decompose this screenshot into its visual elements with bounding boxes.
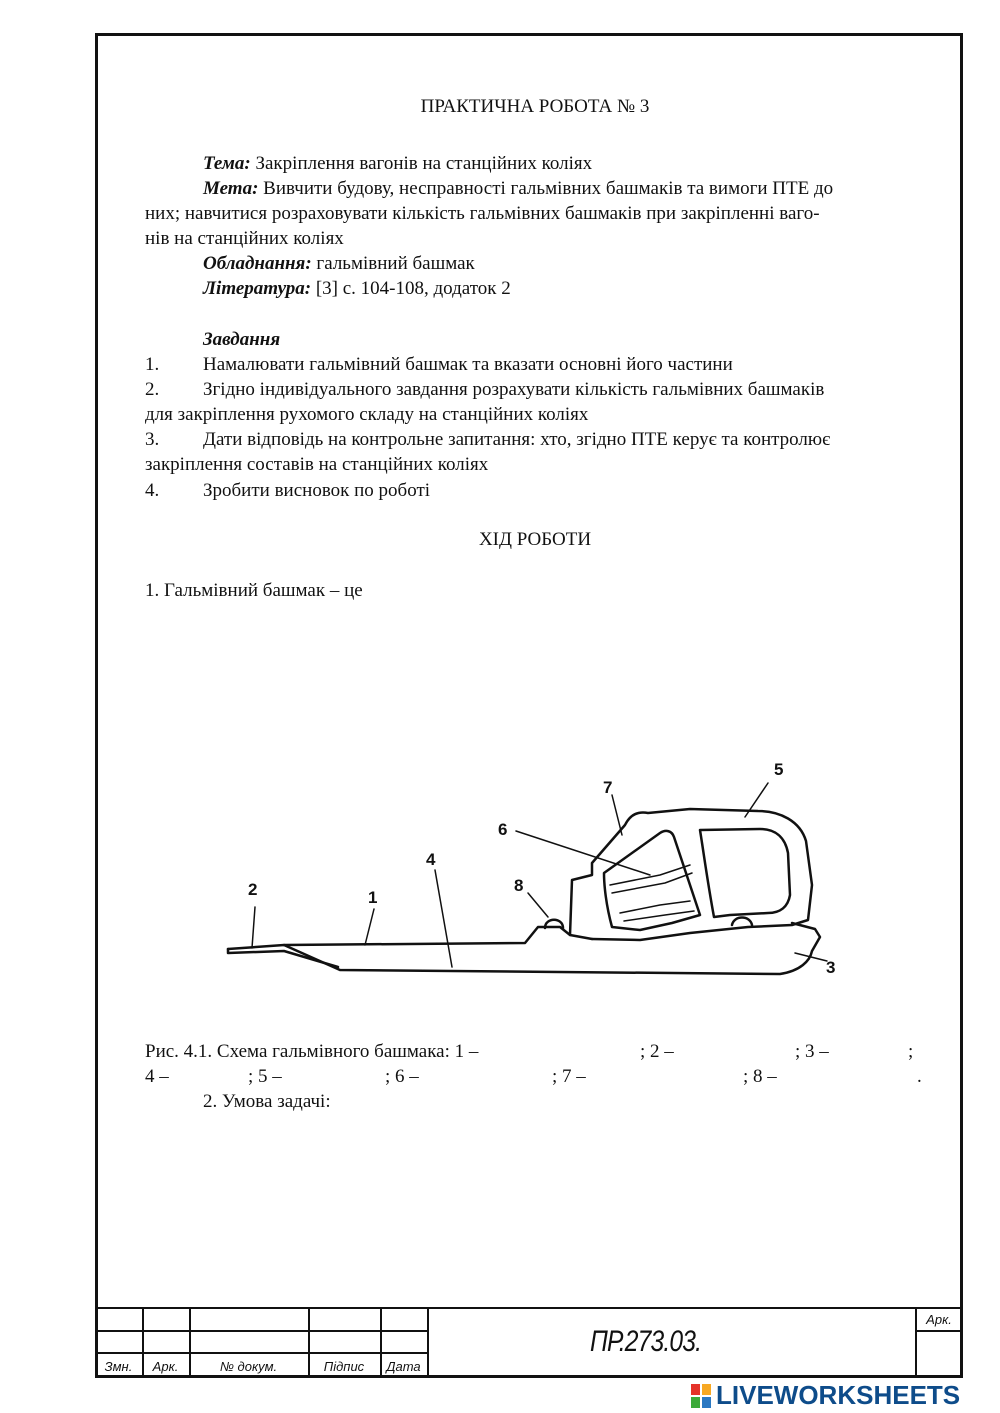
caption-end-2: . xyxy=(917,1066,922,1087)
stamp-col-date: Дата xyxy=(386,1359,421,1374)
goal-text-1: Вивчити будову, несправності гальмівних башмаків та вимоги ПТЕ до xyxy=(263,178,834,199)
stamp-col-sign: Підпис xyxy=(323,1359,365,1374)
shoe-top-edge xyxy=(284,927,592,945)
caption-gap-7: ; 7 – xyxy=(552,1066,586,1087)
goal-line-1 xyxy=(203,177,833,201)
tasks-heading: Завдання xyxy=(203,329,281,350)
goal-text-3: нів на станційних коліях xyxy=(145,228,344,249)
caption-gap-3: ; 3 – xyxy=(795,1041,829,1062)
figure-label-5: 5 xyxy=(774,760,784,779)
task-item xyxy=(145,353,733,377)
leader-4 xyxy=(435,870,452,967)
task-item xyxy=(145,378,824,402)
stamp-sheet-label: Арк. xyxy=(926,1312,952,1327)
literature-label: Література: xyxy=(203,278,312,299)
task2-label: 2. Умова задачі: xyxy=(203,1091,331,1112)
equipment-text: гальмівний башмак xyxy=(316,253,475,274)
progress-heading: ХІД РОБОТИ xyxy=(478,529,592,550)
caption-gap-4: 4 – xyxy=(145,1066,169,1087)
leader-1 xyxy=(365,909,374,945)
rivet xyxy=(732,918,752,926)
liveworksheets-watermark xyxy=(690,1380,960,1411)
liveworksheets-logo-icon xyxy=(690,1383,712,1409)
task-text: Згідно індивідуального завдання розрахувати кількість гальмівних башмаків xyxy=(203,379,825,400)
task-text: Намалювати гальмівний башмак та вказати основні його частини xyxy=(203,354,733,375)
title-block xyxy=(95,1308,963,1378)
watermark-text: LIVEWORKSHEETS xyxy=(716,1380,961,1410)
equipment-label: Обладнання: xyxy=(203,253,312,274)
task-item xyxy=(145,479,430,503)
task-num: 1. xyxy=(145,354,160,375)
caption-end-1: ; xyxy=(908,1041,914,1062)
literature-text: [3] с. 104-108, додаток 2 xyxy=(315,278,511,299)
topic-text: Закріплення вагонів на станційних коліях xyxy=(255,153,593,174)
figure-label-2: 2 xyxy=(248,880,258,899)
leader-2 xyxy=(252,907,255,948)
stamp-col-zmn: Змн. xyxy=(104,1359,133,1374)
equipment-line xyxy=(203,252,475,276)
shoe-sole xyxy=(228,923,820,974)
topic-line xyxy=(203,152,592,176)
figure-caption-start: Рис. 4.1. Схема гальмівного башмака: 1 – xyxy=(145,1041,479,1062)
document-code: ПР.273.03. xyxy=(590,1325,702,1358)
caption-gap-6: ; 6 – xyxy=(385,1066,419,1087)
task-text: Дати відповідь на контрольне запитання: хто, згідно ПТЕ керує та контролює xyxy=(203,429,831,450)
shoe-body xyxy=(570,809,812,940)
shoe-handle-inner xyxy=(700,829,790,917)
task-text: Зробити висновок по роботі xyxy=(203,480,431,501)
shoe-tongue xyxy=(228,949,338,967)
figure-label-4: 4 xyxy=(426,850,436,869)
figure-label-1: 1 xyxy=(368,888,378,907)
page-title: ПРАКТИЧНА РОБОТА № 3 xyxy=(420,96,650,117)
figure-label-6: 6 xyxy=(498,820,508,839)
goal-text-2: них; навчитися розраховувати кількість гальмівних башмаків при закріпленні ваго- xyxy=(145,203,820,224)
goal-label: Мета: xyxy=(203,178,259,199)
figure-label-8: 8 xyxy=(514,876,524,895)
task-text-cont: для закріплення рухомого складу на станційних коліях xyxy=(145,404,589,425)
task-text-cont: закріплення составів на станційних коліях xyxy=(145,454,489,475)
stamp-col-doc: № докум. xyxy=(219,1359,278,1374)
task-item xyxy=(145,428,830,452)
progress-item-1: 1. Гальмівний башмак – це xyxy=(145,580,363,601)
stamp-col-ark: Арк. xyxy=(152,1359,179,1374)
figure-label-7: 7 xyxy=(603,778,613,797)
leader-8 xyxy=(528,893,548,917)
shoe-window xyxy=(604,831,700,930)
task-num: 3. xyxy=(145,429,160,450)
task-num: 4. xyxy=(145,480,160,501)
literature-line xyxy=(203,277,511,301)
topic-label: Тема: xyxy=(203,153,251,174)
caption-gap-5: ; 5 – xyxy=(248,1066,282,1087)
brake-shoe-diagram xyxy=(220,745,860,995)
caption-gap-8: ; 8 – xyxy=(743,1066,777,1087)
leader-7 xyxy=(612,795,622,835)
caption-gap-2: ; 2 – xyxy=(640,1041,674,1062)
figure-label-3: 3 xyxy=(826,958,836,977)
task-num: 2. xyxy=(145,379,160,400)
